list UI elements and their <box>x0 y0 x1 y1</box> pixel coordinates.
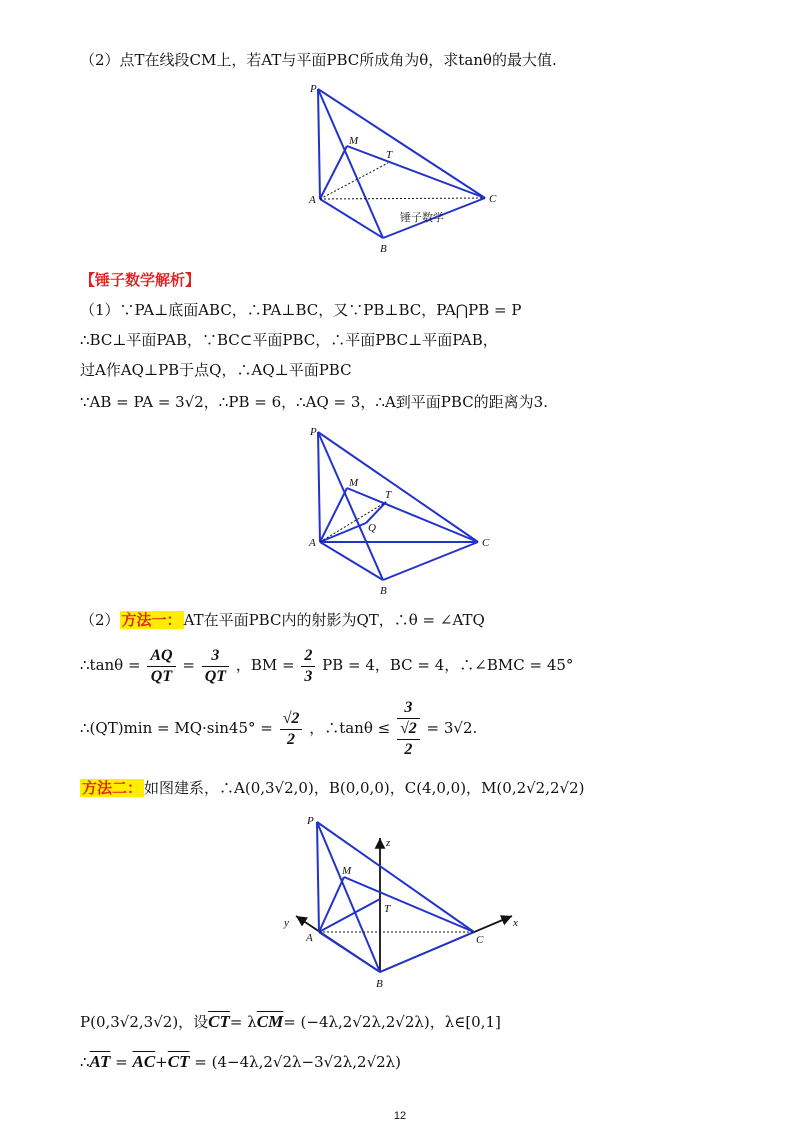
axis-x-label: x <box>513 917 518 929</box>
label-m: M <box>349 477 359 489</box>
axis-z-label: z <box>386 837 391 849</box>
fraction: $\frac{AQ}{QT}$ <box>147 646 175 687</box>
fraction: $\frac{√2}{2}$ <box>280 709 303 750</box>
part1-line2: ∴BC⊥平面PAB，∵BC⊂平面PBC，∴平面PBC⊥平面PAB， <box>80 331 498 349</box>
label-a: A <box>309 194 316 206</box>
problem-part2: （2）点T在线段CM上，若AT与平面PBC所成角为θ，求tanθ的最大值. <box>80 51 557 69</box>
fraction: $\frac{2}{3}$ <box>301 646 315 687</box>
label-m: M <box>342 865 352 877</box>
figure-3 <box>0 812 800 992</box>
axis-y-label: y <box>284 917 289 929</box>
part2-tan-line: ∴tanθ = $\frac{AQ}{QT}$ = $\frac{3}{QT}$ ，BM = $\frac{2}{3}$ PB = 4，BC = 4，∴∠BMC = 45° <box>80 646 574 685</box>
part2-method1: （2） 方法一： AT在平面PBC内的射影为QT，∴θ = ∠ATQ <box>80 611 485 629</box>
watermark: 锤子数学 <box>400 211 444 224</box>
label-q: Q <box>368 522 376 534</box>
method1-label: 方法一： <box>121 611 182 629</box>
label-b: B <box>376 978 383 990</box>
part2-method2: 方法二： 如图建系，∴A(0,3√2,0)，B(0,0,0)，C(4,0,0)，M(0,2√2,2√2) <box>82 779 585 797</box>
part2b-line2: $\therefore\overline{AT} = \overline{AC}+\overline{CT} = (4-4\lambda,2√2\lambda-3√2\lambda,2√2\lambda)$ <box>80 1052 402 1071</box>
label-b: B <box>380 585 387 597</box>
part1-line1: （1）∵PA⊥底面ABC，∴PA⊥BC，又∵PB⊥BC，PA⋂PB = P <box>80 301 522 319</box>
label-p: P <box>310 83 317 95</box>
part1-line3: 过A作AQ⊥PB于点Q，∴AQ⊥平面PBC <box>80 361 352 379</box>
label-a: A <box>309 537 316 549</box>
part2-min-line: ∴(QT)min = MQ·sin45° = $\frac{√2}{2}$ ，∴tanθ ≤ $\frac{3}{\frac{√2}{2}}$ = 3√2. <box>80 699 478 758</box>
label-b: B <box>380 243 387 255</box>
fraction: $\frac{3}{QT}$ <box>202 646 229 687</box>
compound-fraction: $\frac{3}{\frac{√2}{2}}$ <box>397 698 420 760</box>
method2-label: 方法二： <box>82 779 143 797</box>
label-m: M <box>349 135 359 147</box>
label-c: C <box>476 934 484 946</box>
label-p: P <box>310 426 317 438</box>
label-t: T <box>385 489 392 501</box>
figure-2 <box>0 425 800 600</box>
page-number: 12 <box>393 1110 407 1122</box>
figure-1 <box>0 80 800 255</box>
part2b-line1: P(0,3√2,3√2)，设$\overline{CT}= \lambda\overline{CM}= (-4\lambda,2√2\lambda,2√2\lambda)$，λ∈[0,1] <box>80 1012 501 1031</box>
label-t: T <box>384 903 391 915</box>
solution-header: 【锤子数学解析】 <box>80 271 201 289</box>
label-c: C <box>489 193 497 205</box>
label-t: T <box>386 149 393 161</box>
label-c: C <box>482 537 490 549</box>
part1-line4: ∵AB = PA = 3√2，∴PB = 6，∴AQ = 3，∴A到平面PBC的距离为3. <box>80 393 548 411</box>
label-p: P <box>307 815 314 827</box>
label-a: A <box>306 932 313 944</box>
